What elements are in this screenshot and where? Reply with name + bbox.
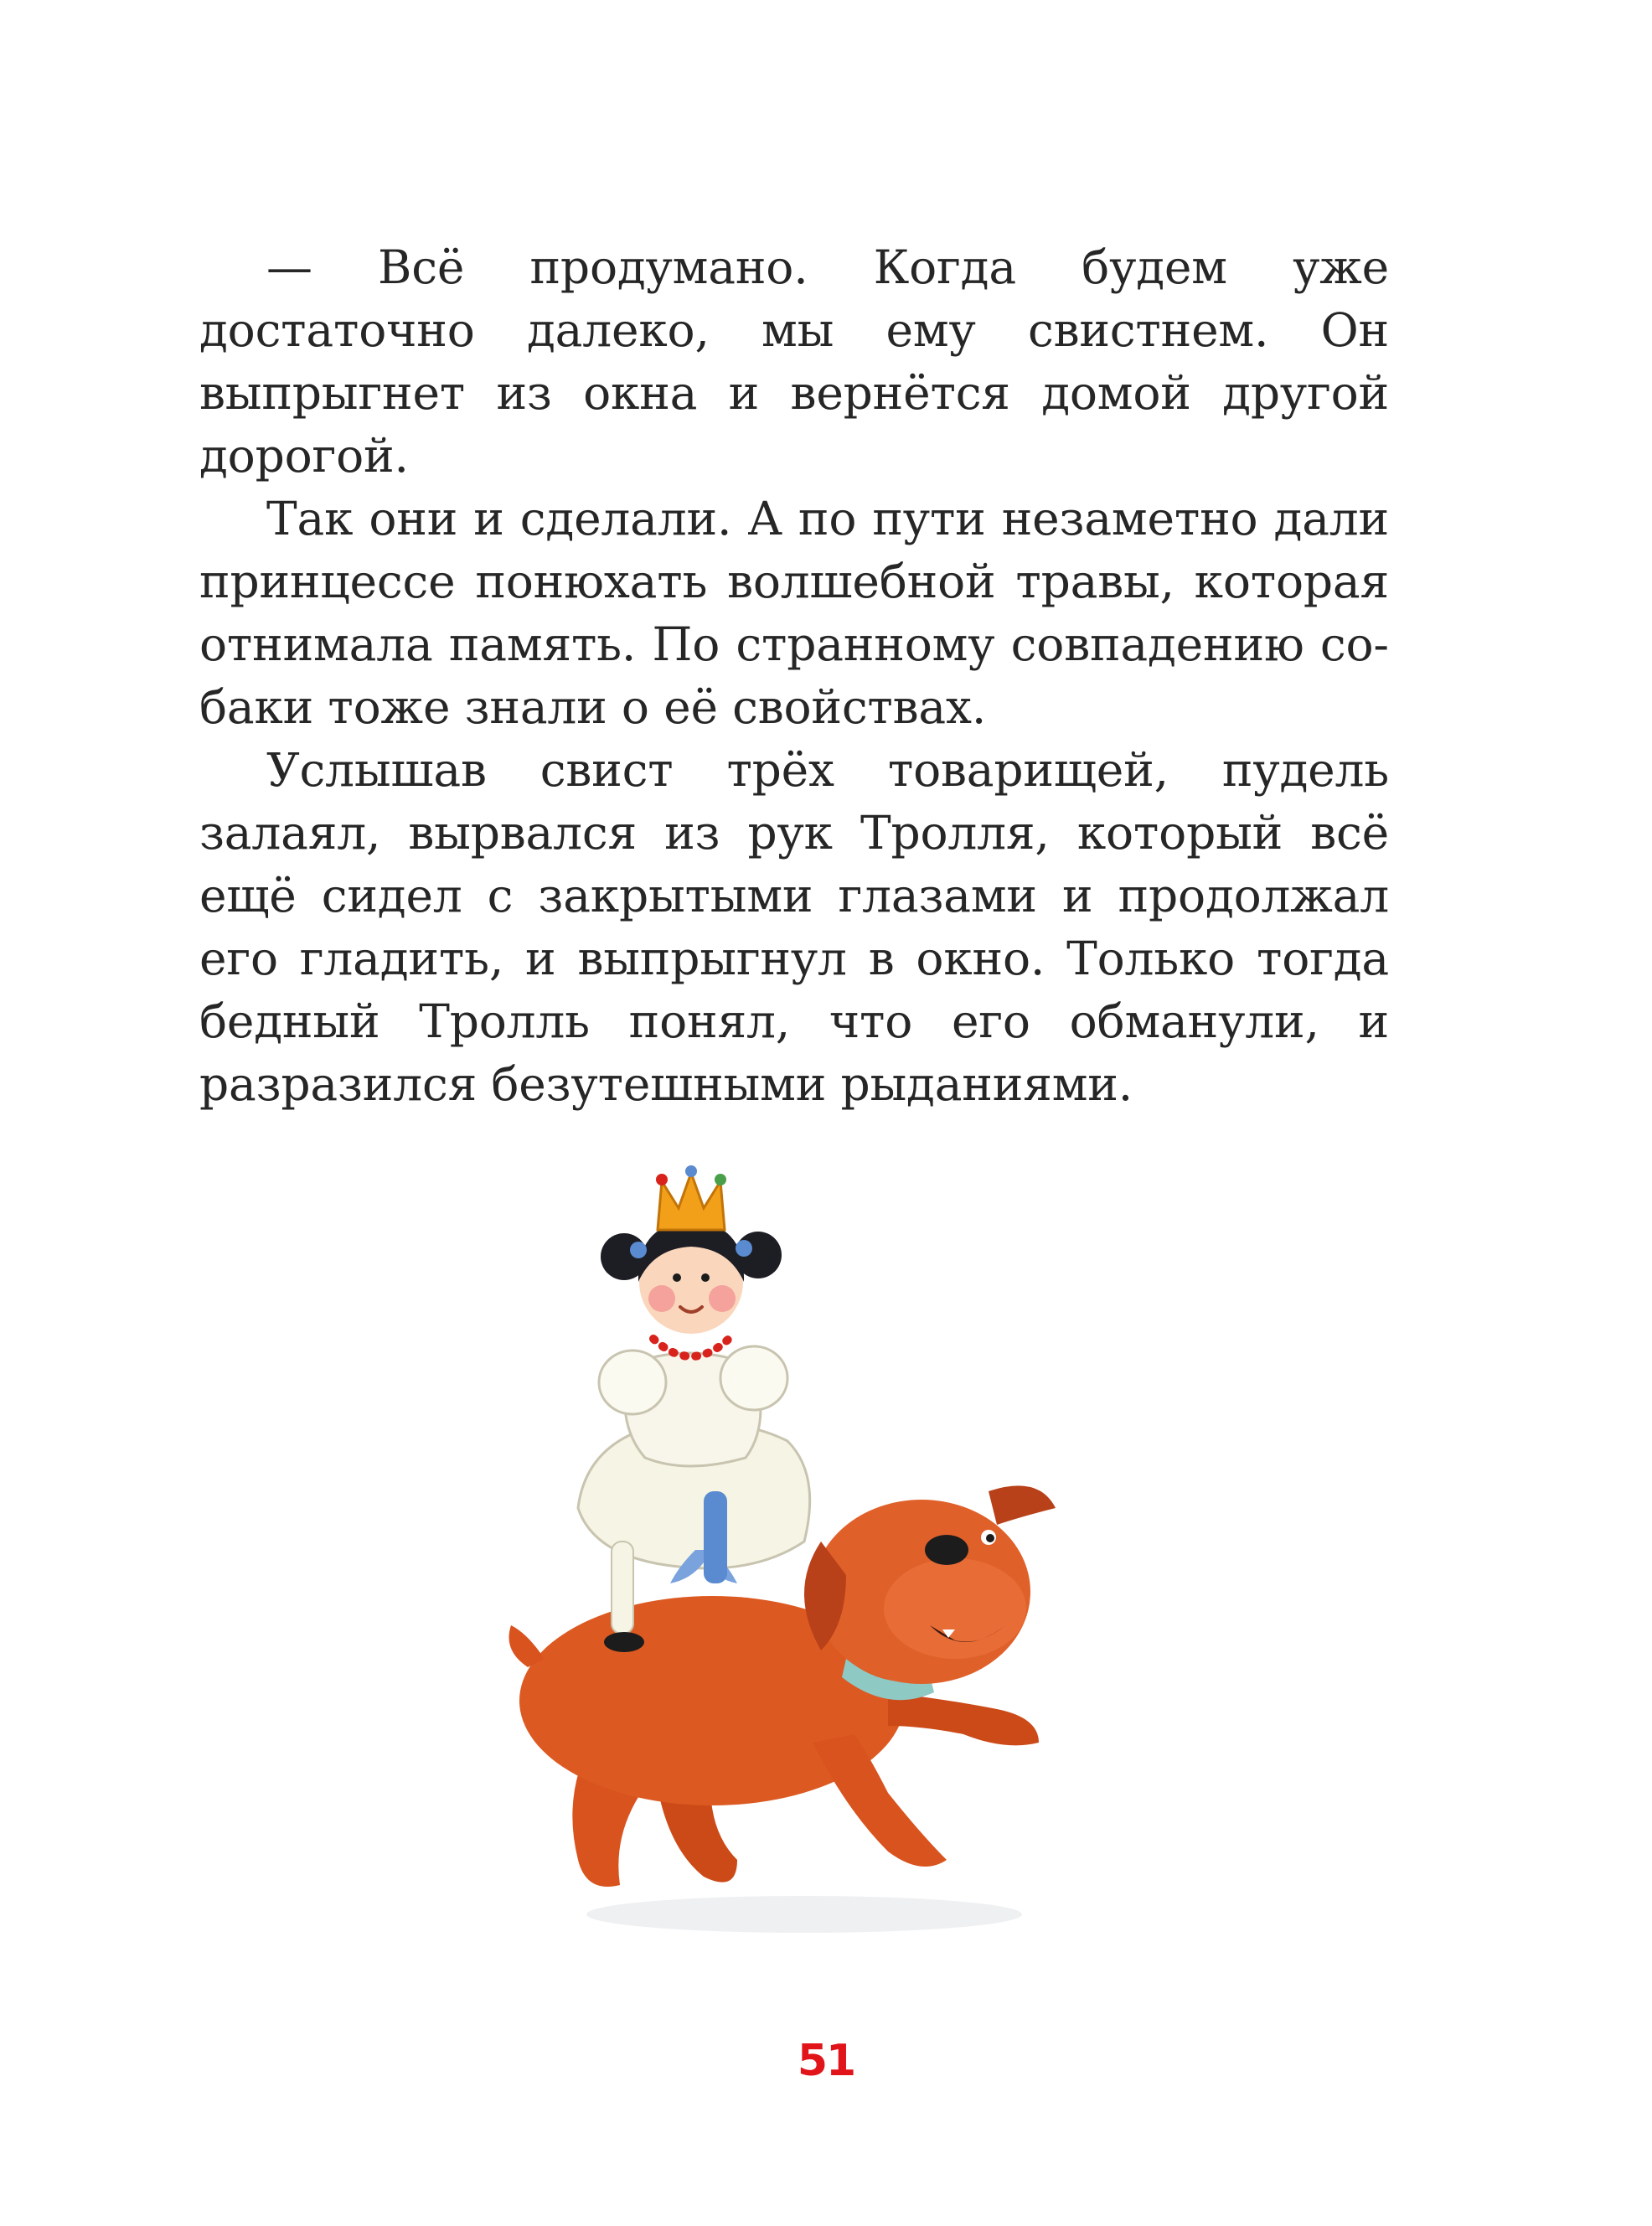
body-text xyxy=(199,236,1389,1116)
princess-figure xyxy=(578,1165,810,1652)
paragraph-3: Услышав свист трёх товарищей, пудель залаял, вырвался из рук Тролля, который всё ещё сидел с закрытыми глазами и продолжал его гладить, и выпрыгнул в окно. Только тогда бедный Тролль понял, что его обманули, и разразился безутешными рыданиями. xyxy=(199,743,1389,1111)
princess-on-dog-illustration xyxy=(452,1156,1206,1986)
paragraph-2: Так они и сделали. А по пути незаметно дали принцессе понюхать волшебной травы, которая отнимала память. По странному совпадению собаки тоже знали о её свойствах. xyxy=(199,492,1389,734)
page-number: 51 xyxy=(797,2036,855,2086)
ground-shadow xyxy=(586,1896,1022,1933)
paragraph-1: — Всё продумано. Когда будем уже достаточно далеко, мы ему свистнем. Он выпрыгнет из окна и вернётся домой другой дорогой. xyxy=(199,240,1389,483)
